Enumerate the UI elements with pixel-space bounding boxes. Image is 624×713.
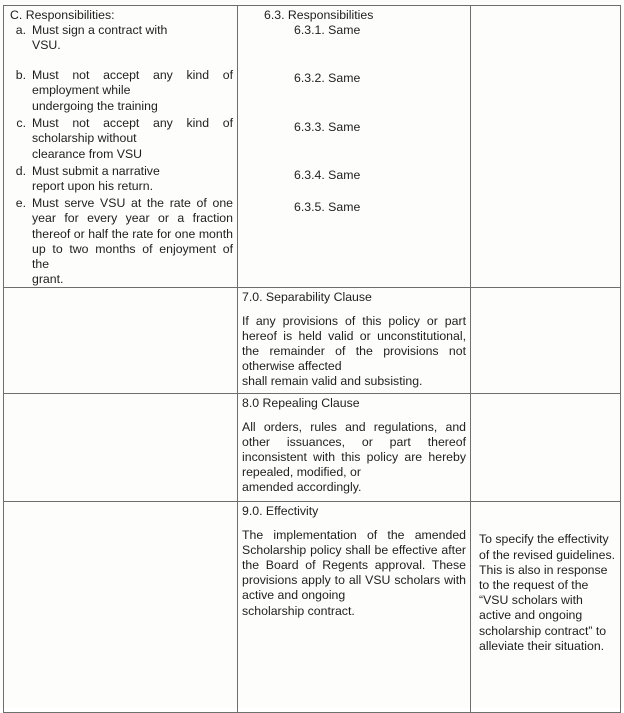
responsibilities-list <box>8 23 233 287</box>
cell-remarks-empty <box>471 6 621 288</box>
item-text-last: clearance from VSU <box>32 146 143 161</box>
item-marker: b. <box>15 68 26 83</box>
item-text-last: grant. <box>32 272 64 287</box>
row-effectivity <box>4 502 621 713</box>
item-text: Must sign a contract with <box>32 23 168 38</box>
cell-empty <box>4 502 238 713</box>
cell-effectivity-note <box>471 502 621 713</box>
row-separability <box>4 288 621 394</box>
item-text: Must serve VSU at the rate of one year for every year or a fraction thereof or half the rate for one month up to two months of enjoyment of the <box>32 196 233 272</box>
policy-table <box>3 5 621 713</box>
item-text: Must not accept any kind of scholarship without <box>32 116 233 146</box>
repealing-text: All orders, rules and regulations, and other issuances, or part thereof inconsistent with this policy are hereby repealed, modified, or <box>242 419 466 480</box>
effectivity-heading: 9.0. Effectivity <box>242 504 319 519</box>
cell-empty <box>471 288 621 394</box>
row-responsibilities <box>4 6 621 288</box>
effectivity-remark: To specify the effectivity of the revised guidelines. This is also in response to the request of the “VSU scholars with active and ongoing scholarship contract” to alleviate their situation. <box>479 532 616 653</box>
subitem: 6.3.2. Same <box>294 71 361 86</box>
item-text-last: undergoing the training <box>32 98 158 113</box>
item-text-last: report upon his return. <box>32 179 153 194</box>
list-item <box>8 196 233 287</box>
list-item <box>8 164 233 196</box>
item-text: Must submit a narrative <box>32 164 160 179</box>
cell-new-responsibilities <box>238 6 471 288</box>
cell-empty <box>4 394 238 502</box>
item-marker: c. <box>16 116 26 131</box>
subitem: 6.3.4. Same <box>294 167 361 182</box>
cell-separability <box>238 288 471 394</box>
cell-old-responsibilities <box>4 6 238 288</box>
responsibilities-heading: C. Responsibilities: <box>10 8 115 22</box>
list-item <box>8 23 233 68</box>
subitem: 6.3.3. Same <box>294 119 361 134</box>
separability-text-last: shall remain valid and subsisting. <box>242 374 423 389</box>
cell-repealing <box>238 394 471 502</box>
item-marker: e. <box>15 196 26 211</box>
repealing-text-last: amended accordingly. <box>242 480 362 495</box>
responsibilities-section-title: 6.3. Responsibilities <box>264 8 374 22</box>
cell-effectivity <box>238 502 471 713</box>
separability-text: If any provisions of this policy or part hereof is held valid or unconstitutional, the remainder of the provisions not otherwise affected <box>242 313 466 374</box>
cell-empty <box>4 288 238 394</box>
repealing-heading: 8.0 Repealing Clause <box>242 396 360 411</box>
item-text-last: VSU. <box>32 38 61 53</box>
effectivity-text: The implementation of the amended Scholarship policy shall be effective after the Board of Regents approval. These provisions apply to all VSU scholars with active and ongoing <box>242 527 466 603</box>
subitem: 6.3.5. Same <box>294 200 361 215</box>
row-repealing <box>4 394 621 502</box>
cell-empty <box>471 394 621 502</box>
item-marker: a. <box>15 23 26 38</box>
effectivity-text-last: scholarship contract. <box>242 603 355 618</box>
list-item <box>8 116 233 164</box>
subitem: 6.3.1. Same <box>294 23 361 38</box>
separability-heading: 7.0. Separability Clause <box>242 290 372 305</box>
item-marker: d. <box>15 164 26 179</box>
list-item <box>8 68 233 116</box>
item-text: Must not accept any kind of employment while <box>32 68 233 98</box>
